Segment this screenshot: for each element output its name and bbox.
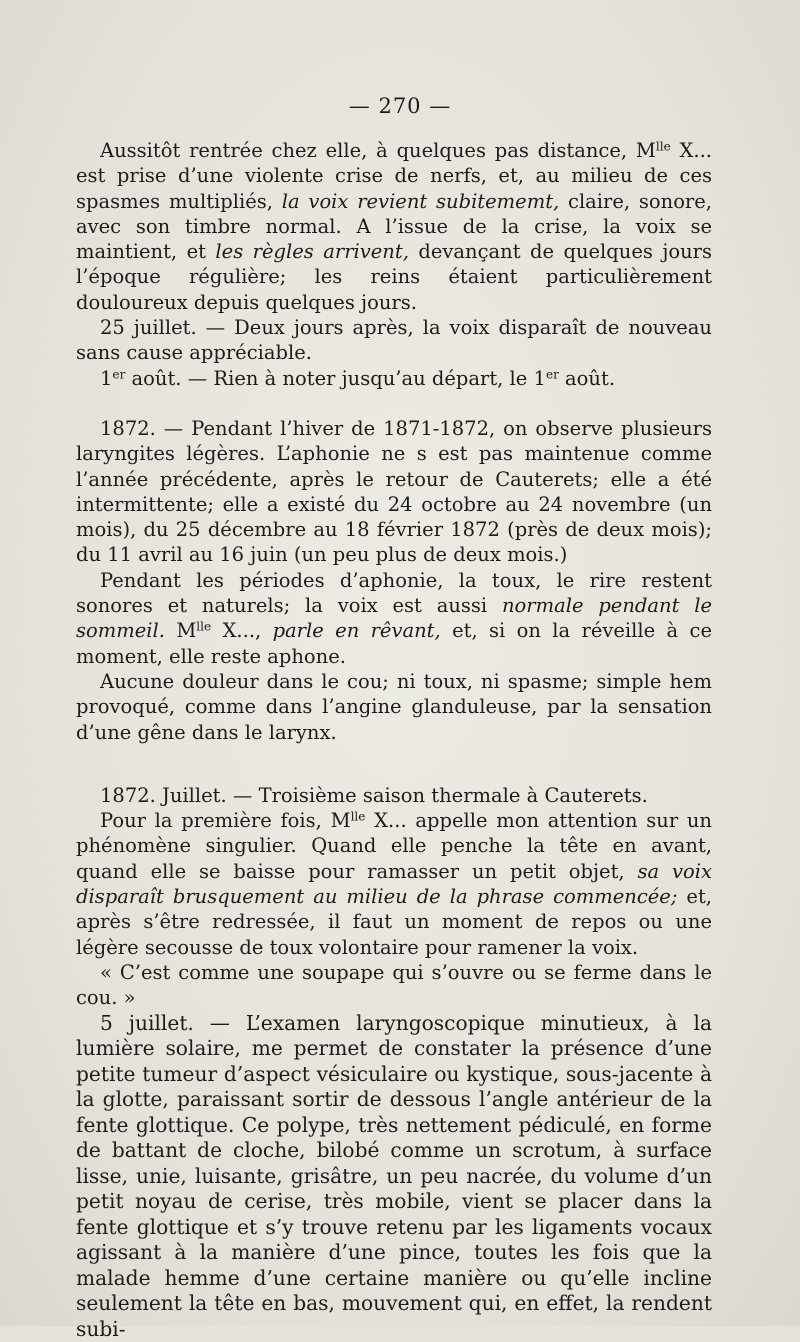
paragraph bbox=[76, 568, 712, 669]
text-run: « C’est comme une soupape qui s’ouvre ou se ferme dans le cou. » bbox=[76, 961, 712, 1009]
text-run: X..., bbox=[211, 619, 272, 642]
text-run: 1872. Juillet. — Troisième saison thermale à Cauterets. bbox=[100, 784, 648, 807]
italic-text: les règles arrivent, bbox=[215, 240, 408, 263]
superscript-text: er bbox=[546, 367, 559, 381]
body-text bbox=[76, 138, 712, 1342]
italic-text: sa voix disparaît brusquement au milieu de la phrase commencée; bbox=[76, 860, 712, 908]
text-run: 25 juillet. — Deux jours après, la voix disparaît de nouveau sans cause appréciable. bbox=[76, 316, 712, 364]
text-run: devançant de quelques jours l’époque régulière; les reins étaient particulièrement douloureux depuis quelques jours. bbox=[76, 240, 712, 314]
superscript-text: lle bbox=[656, 139, 671, 153]
superscript-text: lle bbox=[196, 620, 211, 634]
paragraph bbox=[76, 960, 712, 1011]
italic-text: parle en rêvant, bbox=[273, 619, 441, 642]
text-run: août. — Rien à noter jusqu’au départ, le 1 bbox=[125, 367, 546, 390]
text-run: août. bbox=[559, 367, 615, 390]
page-number: — 270 — bbox=[0, 94, 800, 118]
paragraph bbox=[76, 783, 712, 808]
paragraph bbox=[76, 366, 712, 391]
paragraph bbox=[76, 1011, 712, 1342]
italic-text: normale pendant le sommeil. bbox=[76, 594, 712, 642]
superscript-text: lle bbox=[351, 809, 366, 823]
paragraph bbox=[76, 315, 712, 366]
text-run: et, si on la réveille à ce moment, elle reste aphone. bbox=[76, 619, 712, 667]
paragraph bbox=[76, 669, 712, 745]
text-run: Aussitôt rentrée chez elle, à quelques pas distance, M bbox=[100, 139, 656, 162]
text-run: 5 juillet. — L’examen laryngoscopique minutieux, à la lumière solaire, me permet de constater la présence d’une petite tumeur d’aspect vésiculaire ou kystique, sous-jacente à la glotte, paraissant sortir de dessous l’angle antérieur de la fente glottique. Ce polype, très nettement pédiculé, en forme de battant de cloche, bilobé comme un scrotum, à surface lisse, unie, luisante, grisâtre, un peu nacrée, du volume d’un petit noyau de cerise, très mobile, vient se placer dans la fente glottique et s’y trouve retenu par les ligaments vocaux agissant à la manière d’une pince, toutes les fois que la malade hemme d’une certaine manière ou qu’elle incline seulement la tête en bas, mouvement qui, en effet, la rendent subi- bbox=[76, 1011, 712, 1341]
paragraph bbox=[76, 808, 712, 960]
paragraph bbox=[76, 416, 712, 568]
text-run: Pour la première fois, M bbox=[100, 809, 351, 832]
text-run: X... est prise d’une violente crise de nerfs, et, au milieu de ces spasmes multipliés, bbox=[76, 139, 712, 213]
text-run: M bbox=[165, 619, 196, 642]
text-run: 1872. — Pendant l’hiver de 1871-1872, on observe plusieurs laryngites légères. L’aphonie ne s est pas maintenue comme l’année précédente, après le retour de Cauterets; elle a été intermittente; elle a existé du 24 octobre au 24 novembre (un mois), du 25 décembre au 18 février 1872 (près de deux mois); du 11 avril au 16 juin (un peu plus de deux mois.) bbox=[76, 417, 712, 566]
text-run: 1 bbox=[100, 367, 112, 390]
superscript-text: er bbox=[112, 367, 125, 381]
text-run: X... appelle mon attention sur un phénomène singulier. Quand elle penche la tête en avant, quand elle se baisse pour ramasser un petit objet, bbox=[76, 809, 712, 883]
italic-text: la voix revient subitememt, bbox=[282, 190, 559, 213]
text-run: et, après s’être redressée, il faut un moment de repos ou une légère secousse de toux volontaire pour ramener la voix. bbox=[76, 885, 712, 959]
text-run: claire, sonore, avec son timbre normal. A l’issue de la crise, la voix se maintient, et bbox=[76, 190, 712, 264]
paragraph bbox=[76, 138, 712, 315]
text-run: Aucune douleur dans le cou; ni toux, ni spasme; simple hem provoqué, comme dans l’angine glanduleuse, par la sensation d’une gêne dans le larynx. bbox=[76, 670, 712, 744]
text-run: Pendant les périodes d’aphonie, la toux, le rire restent sonores et naturels; la voix est aussi bbox=[76, 569, 712, 617]
